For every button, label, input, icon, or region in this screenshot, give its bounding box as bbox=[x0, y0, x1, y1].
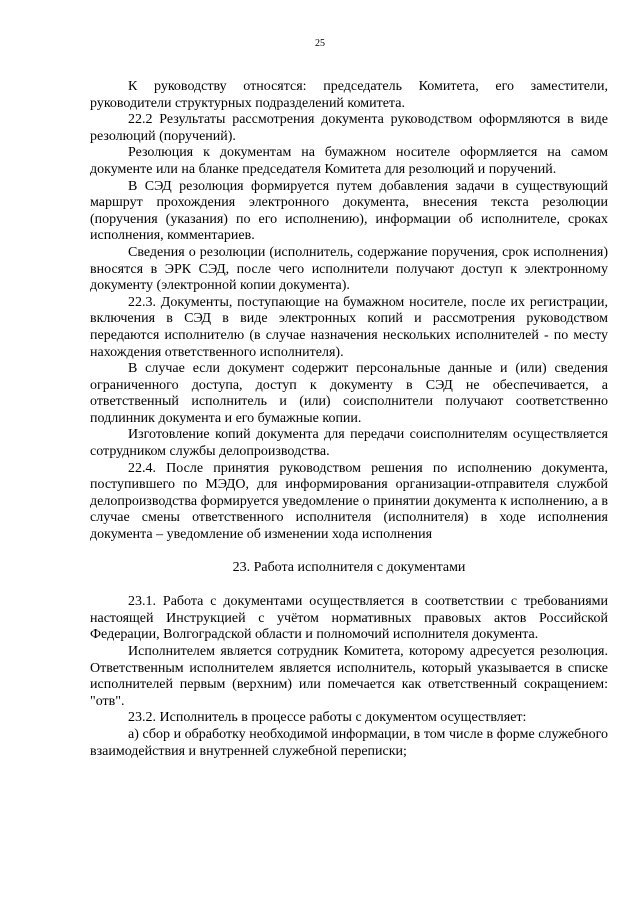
paragraph-23-1: 23.1. Работа с документами осуществляется в соответствии с требованиями настоящей Инструкцией с учётом нормативных правовых актов Российской Федерации, Волгоградской области и полномочий исполнителя документа. bbox=[90, 594, 608, 643]
document-body bbox=[90, 79, 608, 760]
paragraph-personal-data: В случае если документ содержит персональные данные и (или) сведения ограниченного доступа, доступ к документу в СЭД не обеспечивается, а ответственный исполнитель и (или) соисполнители получают соответственно подлинник документа и его бумажные копии. bbox=[90, 361, 608, 426]
paragraph-executor: Исполнителем является сотрудник Комитета, которому адресуется резолюция. Ответственным исполнителем является исполнитель, который указывается в списке исполнителей первым (верхним) или помечается как ответственный сокращением: "отв". bbox=[90, 644, 608, 709]
paragraph-resolution-info: Сведения о резолюции (исполнитель, содержание поручения, срок исполнения) вносятся в ЭРК СЭД, после чего исполнители получают доступ к электронному документу (электронной копии документа). bbox=[90, 244, 608, 294]
paragraph-resolution-sed: В СЭД резолюция формируется путем добавления задачи в существующий маршрут прохождения электронного документа, внесения текста резолюции (поручения (указания) по его исполнению), информации об исполнителе, сроках исполнения, комментариев. bbox=[90, 178, 608, 244]
paragraph-copies: Изготовление копий документа для передачи соисполнителям осуществляется сотрудником службы делопроизводства. bbox=[90, 427, 608, 460]
paragraph-23-2: 23.2. Исполнитель в процессе работы с документом осуществляет: bbox=[128, 710, 527, 726]
paragraph-22-4: 22.4. После принятия руководством решения по исполнению документа, поступившего по МЭДО, для информирования организации-отправителя службой делопроизводства формируется уведомление о принятии документа к исполнению, а в случае смены ответственного исполнителя (исполнителя) в ходе исполнения документа – уведомление об изменении хода исполнения bbox=[90, 460, 608, 543]
paragraph-22-3: 22.3. Документы, поступающие на бумажном носителе, после их регистрации, включения в СЭД в виде электронных копий и рассмотрения руководством передаются исполнителю (в случае назначения нескольких исполнителей - по месту нахождения ответственного исполнителя). bbox=[90, 294, 608, 360]
paragraph-resolution-paper: Резолюция к документам на бумажном носителе оформляется на самом документе или на бланке председателя Комитета для резолюций и поручений. bbox=[90, 145, 608, 177]
paragraph-leadership: К руководству относятся: председатель Комитета, его заместители, руководители структурных подразделений комитета. bbox=[90, 79, 608, 111]
paragraph-22-2: 22.2 Результаты рассмотрения документа руководством оформляются в виде резолюций (поручений). bbox=[90, 112, 608, 144]
page-number: 25 bbox=[315, 38, 325, 49]
paragraph-23-2-a: а) сбор и обработку необходимой информации, в том числе в форме служебного взаимодействия и внутренней служебной переписки; bbox=[90, 726, 608, 759]
section-heading: 23. Работа исполнителя с документами bbox=[232, 559, 466, 575]
